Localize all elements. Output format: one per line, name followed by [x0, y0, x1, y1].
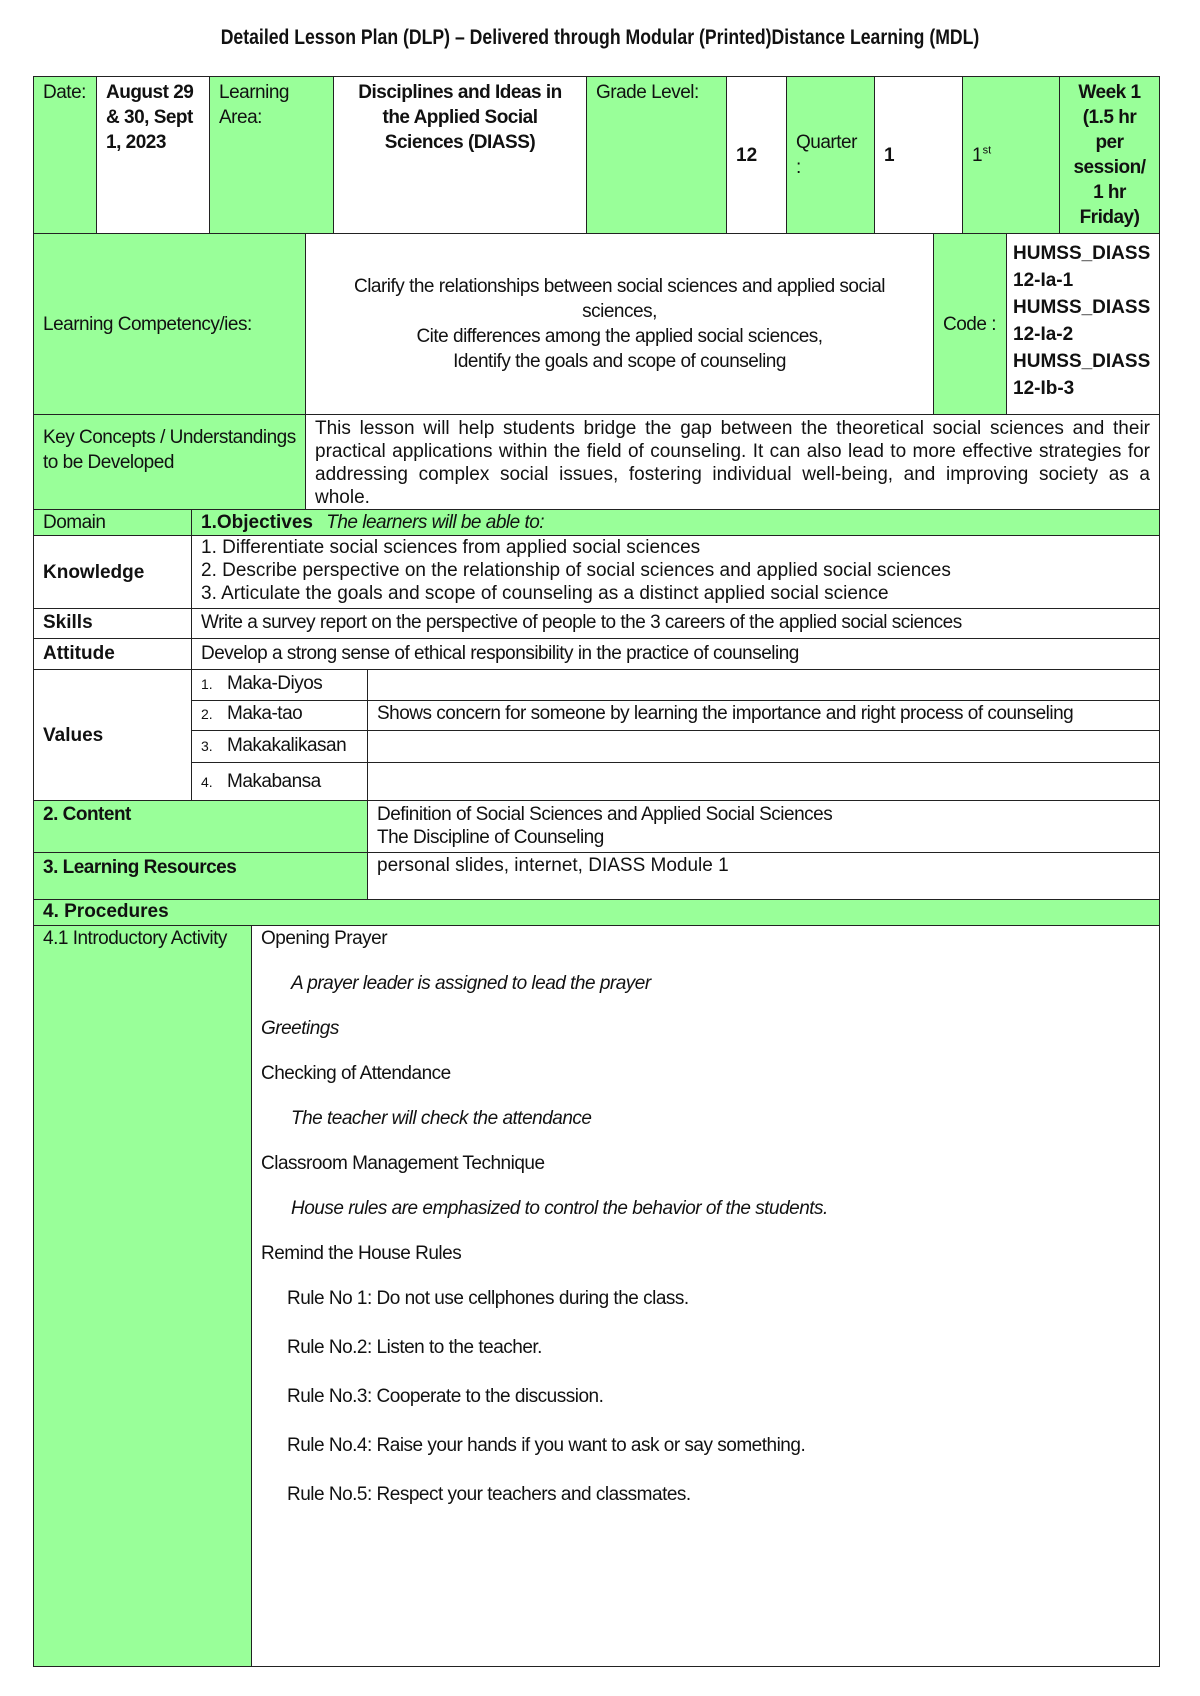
date-value: August 29 & 30, Sept 1, 2023 [97, 77, 210, 234]
week-ordinal [963, 77, 1060, 234]
house-rule: Rule No.5: Respect your teachers and classmates. [287, 1484, 691, 1505]
value-desc [368, 670, 1160, 701]
intro-activity-label: 4.1 Introductory Activity [34, 926, 252, 1667]
learning-area-label: Learning Area: [210, 77, 334, 234]
value-desc: Shows concern for someone by learning the importance and right process of counseling [368, 701, 1160, 731]
knowledge-item: 1. Differentiate social sciences from applied social sciences [201, 537, 701, 558]
objectives-heading: 1.Objectives [201, 512, 313, 533]
resources-label: 3. Learning Resources [34, 853, 368, 901]
value-item: 1. Maka-Diyos [192, 670, 368, 701]
content-label: 2. Content [34, 801, 368, 853]
opening-prayer: Opening Prayer [261, 928, 388, 949]
key-concepts-label: Key Concepts / Understandings to be Developed [34, 415, 306, 513]
document-title: Detailed Lesson Plan (DLP) – Delivered through Modular (Printed)Distance Learning (MDL) [220, 26, 980, 49]
code-item: HUMSS_DIASS12-Ib-3 [1013, 351, 1151, 399]
house-rule: Rule No.2: Listen to the teacher. [287, 1337, 542, 1358]
management-technique: Classroom Management Technique [261, 1153, 545, 1174]
week-suffix: st [982, 144, 992, 157]
domain-label: Domain [34, 510, 192, 536]
attendance-note: The teacher will check the attendance [291, 1108, 592, 1129]
header-table [33, 76, 1160, 234]
competency-label: Learning Competency/ies: [34, 234, 306, 415]
grade-level-label: Grade Level: [587, 77, 727, 234]
procedures-label: 4. Procedures [34, 900, 1160, 926]
value-item: 2. Maka-tao [192, 701, 368, 731]
competency-text [306, 234, 934, 415]
date-label: Date: [34, 77, 97, 234]
competency-line: Identify the goals and scope of counseling [453, 351, 786, 372]
attitude-text: Develop a strong sense of ethical responsibility in the practice of counseling [192, 639, 1160, 670]
prayer-note: A prayer leader is assigned to lead the prayer [291, 973, 651, 994]
attendance: Checking of Attendance [261, 1063, 451, 1084]
knowledge-item: 3. Articulate the goals and scope of counseling as a distinct applied social science [201, 583, 889, 604]
remind-rules: Remind the House Rules [261, 1243, 462, 1264]
objectives-note: The learners will be able to: [326, 512, 545, 533]
values-label: Values [34, 670, 192, 801]
code-item: HUMSS_DIASS12-Ia-1 [1013, 243, 1151, 291]
value-item: 4. Makabansa [192, 763, 368, 801]
procedures-table [33, 899, 1160, 1667]
code-label: Code : [934, 234, 1007, 415]
quarter-label: Quarter : [787, 77, 875, 234]
resources-text: personal slides, internet, DIASS Module 1 [368, 853, 1160, 901]
objectives-table [33, 509, 1160, 801]
house-rule: Rule No.3: Cooperate to the discussion. [287, 1386, 604, 1407]
quarter-value: 1 [875, 77, 963, 234]
skills-label: Skills [34, 609, 192, 639]
knowledge-label: Knowledge [34, 536, 192, 609]
intro-activity-content [252, 926, 1160, 1667]
house-rule: Rule No 1: Do not use cellphones during the class. [287, 1288, 689, 1309]
week-number: 1 [972, 144, 983, 166]
learning-area-value: Disciplines and Ideas in the Applied Social Sciences (DIASS) [334, 77, 587, 234]
competency-line: Cite differences among the applied social sciences, [416, 326, 823, 347]
key-concepts-text: This lesson will help students bridge the gap between the theoretical social sciences and their practical applications within the field of counseling. It can also lead to more effective strategies for addressing complex social issues, fostering individual well-being, and improving society as a whole. [306, 415, 1160, 513]
skills-text: Write a survey report on the perspective of people to the 3 careers of the applied social sciences [192, 609, 1160, 639]
grade-level-value: 12 [727, 77, 787, 234]
content-line: Definition of Social Sciences and Applied Social Sciences [377, 804, 833, 825]
objectives-header [192, 510, 1160, 536]
content-line: The Discipline of Counseling [377, 827, 604, 848]
content-table [33, 800, 1160, 901]
value-desc [368, 731, 1160, 763]
value-item: 3. Makakalikasan [192, 731, 368, 763]
content-text [368, 801, 1160, 853]
week-info: Week 1 (1.5 hr per session/ 1 hr Friday) [1060, 77, 1160, 234]
competency-table [33, 233, 1160, 415]
code-values [1007, 234, 1160, 415]
attitude-label: Attitude [34, 639, 192, 670]
management-note: House rules are emphasized to control the behavior of the students. [291, 1198, 828, 1219]
competency-line: Clarify the relationships between social sciences and applied social sciences, [353, 276, 886, 322]
value-desc [368, 763, 1160, 801]
greetings: Greetings [261, 1018, 339, 1039]
knowledge-items [192, 536, 1160, 609]
key-concepts-table [33, 414, 1160, 513]
house-rule: Rule No.4: Raise your hands if you want to ask or say something. [287, 1435, 806, 1456]
knowledge-item: 2. Describe perspective on the relationship of social sciences and applied social sciences [201, 560, 951, 581]
code-item: HUMSS_DIASS12-Ia-2 [1013, 297, 1151, 345]
